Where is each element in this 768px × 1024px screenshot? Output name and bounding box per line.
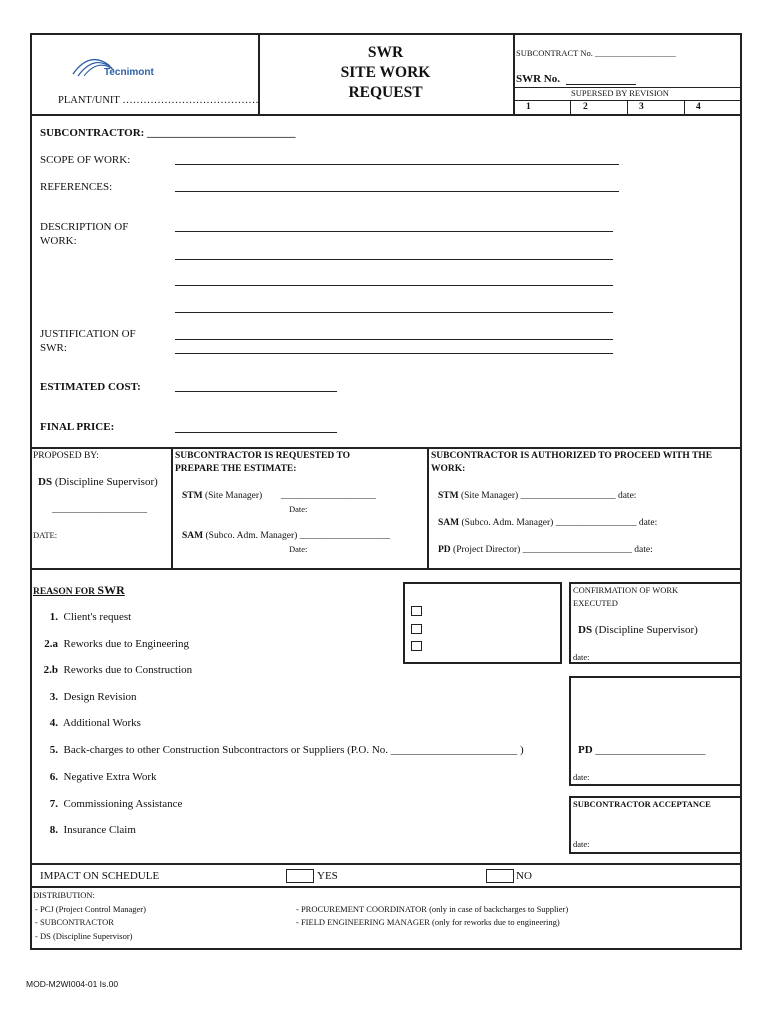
pd-date[interactable]: date: (573, 772, 590, 782)
acceptance-heading: SUBCONTRACTOR ACCEPTANCE (573, 799, 711, 809)
reason-num: 2.b (43, 664, 58, 676)
estimate-stm-abbr: STM (182, 491, 203, 501)
estimated-cost-line[interactable] (175, 391, 337, 392)
authorized-pd (438, 544, 653, 556)
reason-item-5[interactable] (40, 744, 524, 757)
authorized-heading-1: SUBCONTRACTOR IS AUTHORIZED TO PROCEED WITH THE (431, 451, 713, 461)
reason-checkbox-2[interactable] (411, 624, 422, 634)
subcontract-no-field[interactable]: SUBCONTRACT No. ___________________ (516, 48, 676, 58)
proposed-ds (38, 476, 158, 489)
scope-label: SCOPE OF WORK: (40, 154, 131, 166)
revision-3: 3 (639, 102, 644, 112)
tecnimont-logo (70, 52, 160, 87)
authorized-sam (438, 517, 657, 529)
confirmation-ds-desc: (Discipline Supervisor) (594, 624, 698, 636)
estimate-date-2: Date: (289, 544, 308, 554)
title-line-1: SWR (367, 44, 404, 61)
impact-no-checkbox[interactable] (486, 869, 514, 883)
pd-abbr: PD (578, 744, 593, 756)
signatures-divider-1 (171, 447, 173, 569)
justification-line-2[interactable] (175, 353, 613, 354)
final-price-label: FINAL PRICE: (40, 421, 115, 433)
reason-text: Reworks due to Engineering (63, 638, 190, 650)
estimate-sam-desc[interactable]: (Subco. Adm. Manager) ___________________ (205, 531, 390, 541)
reason-text: Client's request (63, 611, 132, 623)
estimate-date-1: Date: (289, 504, 308, 514)
confirmation-ds-abbr: DS (578, 624, 593, 636)
impact-top-rule (30, 863, 742, 865)
reason-item-3[interactable] (40, 691, 500, 704)
revision-2: 2 (583, 102, 588, 112)
confirmation-ds (578, 624, 698, 637)
footer-code: MOD-M2WI004-01 Is.00 (26, 979, 119, 989)
description-label-1: DESCRIPTION OF (40, 221, 129, 233)
authorized-stm-abbr: STM (438, 491, 459, 501)
reason-item-8[interactable] (40, 824, 500, 837)
header-bottom-rule (30, 114, 742, 116)
reason-num: 2.a (44, 638, 58, 650)
reason-text: Design Revision (63, 691, 137, 703)
authorized-stm (438, 490, 636, 502)
authorized-pd-desc[interactable]: (Project Director) _______________________ date: (453, 545, 653, 555)
title-line-2: SITE WORK (340, 64, 431, 81)
reason-num: 4. (49, 717, 58, 729)
revision-4: 4 (696, 102, 701, 112)
proposed-signature-line[interactable]: ____________________ (52, 505, 147, 515)
distribution-right-1: - PROCUREMENT COORDINATOR (only in case of backcharges to Supplier) (296, 904, 569, 914)
authorized-pd-abbr: PD (438, 545, 451, 555)
reason-checkbox-3[interactable] (411, 641, 422, 651)
reason-num: 5. (49, 744, 58, 756)
reason-num: 6. (49, 771, 58, 783)
references-line[interactable] (175, 191, 619, 192)
reason-item-4[interactable] (40, 717, 500, 730)
impact-yes-checkbox[interactable] (286, 869, 314, 883)
logo-text: Tecnimont (104, 67, 154, 78)
authorized-sam-desc[interactable]: (Subco. Adm. Manager) _________________ date: (461, 518, 658, 528)
rev-div-3 (684, 100, 685, 114)
swr-no-label: SWR No. (516, 73, 561, 85)
description-line-2[interactable] (175, 259, 613, 260)
acceptance-date[interactable]: date: (573, 839, 590, 849)
justification-label-1: JUSTIFICATION OF (40, 328, 136, 340)
proposed-by-label: PROPOSED BY: (33, 451, 99, 461)
swr-no-underline[interactable] (566, 84, 636, 85)
impact-yes-label: YES (317, 870, 338, 882)
impact-label: IMPACT ON SCHEDULE (40, 870, 160, 882)
final-price-line[interactable] (175, 432, 337, 433)
reason-num: 8. (49, 824, 58, 836)
estimate-heading-1: SUBCONTRACTOR IS REQUESTED TO (175, 451, 351, 461)
impact-no-label: NO (516, 870, 532, 882)
description-line-4[interactable] (175, 312, 613, 313)
checkbox-group-box (403, 582, 562, 664)
signatures-divider-2 (427, 447, 429, 569)
supersed-label: SUPERSED BY REVISION (571, 88, 669, 98)
distribution-left-2: - SUBCONTRACTOR (35, 917, 114, 927)
reason-checkbox-1[interactable] (411, 606, 422, 616)
rev-div-1 (570, 100, 571, 114)
header-divider-2 (513, 33, 515, 116)
estimate-heading-2: PREPARE THE ESTIMATE: (175, 464, 297, 474)
reason-heading-a: REASON FOR (33, 587, 96, 597)
reason-text: Insurance Claim (63, 824, 136, 836)
reason-text: Back-charges to other Construction Subcontractors or Suppliers (P.O. No. _______________________ ) (63, 744, 524, 756)
reason-item-2b[interactable] (40, 664, 500, 677)
pd-line: ____________________ (595, 744, 706, 756)
justification-line-1[interactable] (175, 339, 613, 340)
authorized-sam-abbr: SAM (438, 518, 460, 528)
estimate-stm (182, 490, 262, 502)
confirmation-date[interactable]: date: (573, 652, 590, 662)
references-label: REFERENCES: (40, 181, 113, 193)
authorized-stm-desc[interactable]: (Site Manager) ____________________ date: (460, 491, 637, 501)
distribution-left-1: - PCJ (Project Control Manager) (35, 904, 146, 914)
plant-unit-field[interactable]: PLANT/UNIT ………………………………… (58, 95, 259, 106)
justification-label-2: SWR: (40, 342, 67, 354)
authorized-heading-2: WORK: (431, 464, 466, 474)
impact-bottom-rule (30, 886, 742, 888)
estimate-sam (182, 530, 390, 542)
reason-item-7[interactable] (40, 798, 500, 811)
confirmation-heading-2: EXECUTED (573, 598, 618, 608)
subcontractor-field[interactable]: SUBCONTRACTOR: ___________________________ (40, 127, 296, 139)
reason-text: Negative Extra Work (63, 771, 157, 783)
reason-num: 3. (49, 691, 58, 703)
pd-box (569, 676, 742, 786)
form-title (258, 43, 513, 103)
distribution-left-3: - DS (Discipline Supervisor) (35, 931, 133, 941)
description-line-1[interactable] (175, 231, 613, 232)
pd-signature[interactable] (578, 744, 705, 757)
proposed-date-label: DATE: (33, 530, 58, 540)
title-line-3: REQUEST (348, 84, 423, 101)
confirmation-heading-1: CONFIRMATION OF WORK (573, 585, 679, 595)
proposed-ds-abbr: DS (38, 476, 53, 488)
revision-1: 1 (526, 102, 531, 112)
distribution-heading: DISTRIBUTION: (33, 890, 95, 900)
reason-text: Commissioning Assistance (63, 798, 183, 810)
estimate-stm-line[interactable]: ____________________ (281, 491, 376, 501)
scope-line[interactable] (175, 164, 619, 165)
reason-heading-b: SWR (97, 583, 125, 597)
estimate-stm-desc: (Site Manager) (204, 491, 263, 501)
reason-num: 7. (49, 798, 58, 810)
signatures-bottom-rule (30, 568, 742, 570)
rev-div-2 (627, 100, 628, 114)
reason-text: Reworks due to Construction (63, 664, 193, 676)
reason-num: 1. (49, 611, 58, 623)
distribution-right-2: - FIELD ENGINEERING MANAGER (only for reworks due to engineering) (296, 917, 560, 927)
description-line-3[interactable] (175, 285, 613, 286)
proposed-ds-desc: (Discipline Supervisor) (54, 476, 158, 488)
reason-heading (33, 584, 125, 598)
reason-text: Additional Works (62, 717, 141, 729)
reason-item-6[interactable] (40, 771, 500, 784)
description-label-2: WORK: (40, 235, 77, 247)
estimate-sam-abbr: SAM (182, 531, 204, 541)
signatures-top-rule (30, 447, 742, 449)
estimated-cost-label: ESTIMATED COST: (40, 381, 141, 393)
